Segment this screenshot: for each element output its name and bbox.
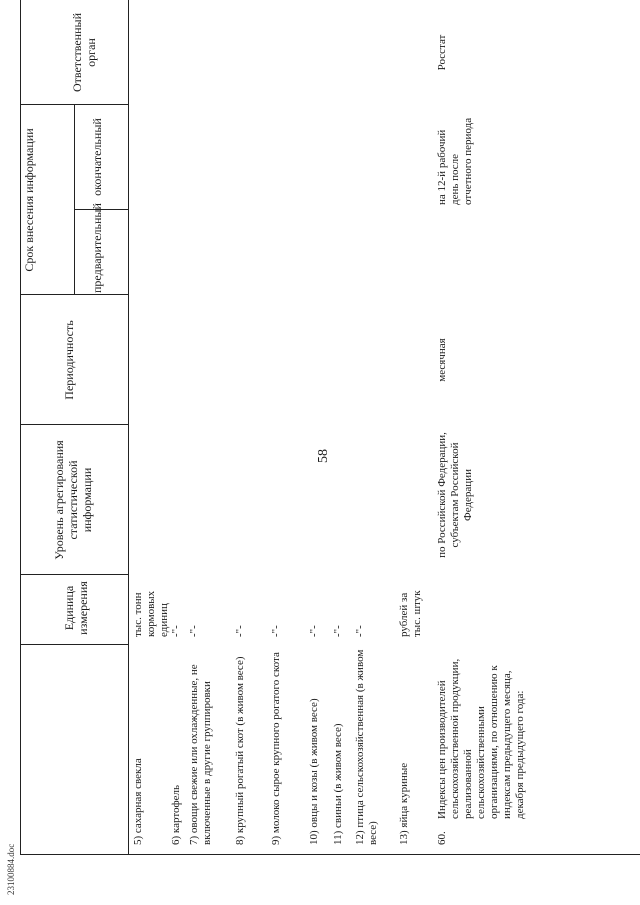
header-responsible: Ответственный орган	[70, 12, 98, 93]
row-60-number: 60.	[436, 831, 448, 845]
row-12-unit: -"-	[354, 625, 366, 637]
row-12-name: 12) птица сельскохозяйственная (в живом весе)	[354, 649, 379, 845]
page-number: 58	[316, 449, 331, 463]
header-unit: Единица измерения	[62, 581, 90, 635]
row-6-unit: -"-	[170, 625, 182, 637]
row-11-unit: -"-	[332, 625, 344, 637]
row-13-name: 13) яйца куриные	[398, 762, 410, 845]
row-8-name: 8) крупный рогатый скот (в живом весе)	[234, 656, 246, 845]
header-level: Уровень агрегирования статистической информации	[52, 440, 94, 560]
header-periodicity: Периодичность	[62, 320, 76, 400]
row-5-unit: тыс. тонн кормовых единиц	[132, 590, 170, 637]
row-10-name: 10) овцы и козы (в живом весе)	[308, 698, 320, 845]
row-13-unit: рублей за тыс. штук	[398, 590, 423, 637]
header-deadline: Срок внесения информации	[22, 128, 36, 272]
row-60-final-deadline: на 12-й рабочий день после отчетного периода	[436, 117, 474, 205]
row-60-name: Индексы цен производителей сельскохозяйственной продукции, реализованной сельскохозяйственными организациями, по отношению к индексам предыдущего месяца, декабря предыдущего года:	[436, 658, 526, 819]
row-10-unit: -"-	[308, 625, 320, 637]
row-9-name: 9) молоко сырое крупного рогатого скота	[270, 652, 282, 845]
row-5-name: 5) сахарная свекла	[132, 758, 144, 845]
header-final: окончательный	[90, 118, 104, 196]
row-11-name: 11) свиньи (в живом весе)	[332, 723, 344, 845]
row-60-level: по Российской Федерации, субъектам Российской Федерации	[436, 432, 474, 558]
row-7-unit: -"-	[188, 625, 200, 637]
row-7-name: 7) овощи свежие или охлажденные, не включенные в другие группировки	[188, 664, 213, 845]
row-60-periodicity: месячная	[436, 338, 448, 382]
header-preliminary: предварительный	[90, 203, 104, 293]
row-6-name: 6) картофель	[170, 784, 182, 845]
row-60-responsible: Росстат	[436, 34, 448, 71]
document-id: 23100884.doc	[6, 843, 16, 895]
row-9-unit: -"-	[270, 625, 282, 637]
row-8-unit: -"-	[234, 625, 246, 637]
